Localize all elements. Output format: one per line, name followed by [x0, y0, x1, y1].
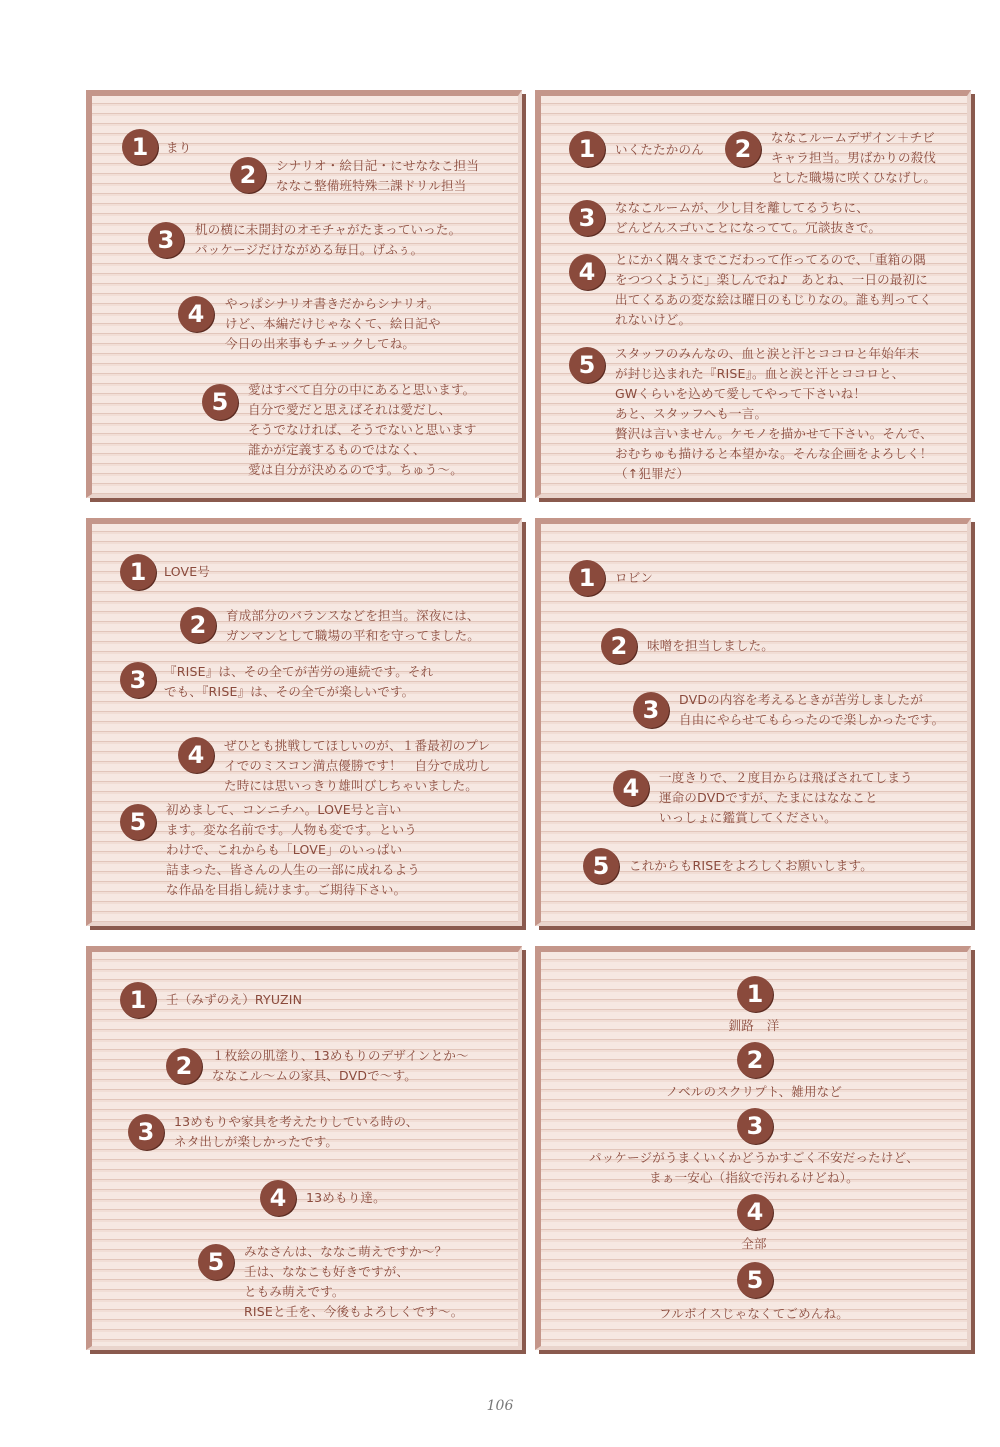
- answer-3: 机の横に未開封のオモチャがたまっていった。 パッケージだけながめる毎日。げふぅ。: [195, 222, 462, 257]
- answer-2: 育成部分のバランスなどを担当。深夜には、 ガンマンとして職場の平和を守ってました。: [226, 608, 481, 643]
- number-badge-2: 2: [180, 607, 216, 643]
- number-badge-3: 3: [737, 1108, 773, 1144]
- answer-1: まり: [166, 140, 192, 155]
- number-badge-4: 4: [737, 1194, 773, 1230]
- answer-2: ななこルームデザイン＋チビ キャラ担当。男ばかりの殺伐 とした職場に咲くひなげし。: [771, 130, 937, 185]
- answer-3: ななこルームが、少し目を離してるうちに、 どんどんスゴいことになってて。冗談抜きで。: [615, 200, 882, 235]
- number-badge-1: 1: [120, 554, 156, 590]
- answer-5: 初めまして、コンニチハ。LOVE号と言い ます。変な名前です。人物も変です。という わけで、これからも「LOVE」のいっぱい 詰まった、皆さんの人生の一部に成れるよう な作品を目指し続けます。ご期待下さい。: [166, 802, 421, 897]
- answer-4: 全部: [741, 1236, 767, 1251]
- number-badge-4: 4: [260, 1180, 296, 1216]
- number-badge-1: 1: [569, 560, 605, 596]
- number-badge-2: 2: [737, 1042, 773, 1078]
- answer-2: シナリオ・絵日記・にせななこ担当 ななこ整備班特殊二課ドリル担当: [276, 158, 480, 193]
- number-badge-5: 5: [583, 848, 619, 884]
- answer-4: やっぱシナリオ書きだからシナリオ。 けど、本編だけじゃなくて、絵日記や 今日の出来事もチェックしてね。: [225, 296, 441, 351]
- number-badge-4: 4: [613, 770, 649, 806]
- number-badge-2: 2: [725, 131, 761, 167]
- number-badge-4: 4: [569, 254, 605, 290]
- interview-panel-maru: [86, 90, 522, 498]
- number-badge-1: 1: [569, 131, 605, 167]
- answer-4: 一度きりで、２度目からは飛ばされてしまう 運命のDVDですが、たまにはななこと いっしょに鑑賞してください。: [659, 770, 913, 825]
- answer-3: パッケージがうまくいくかどうかすごく不安だったけど、 まぁ一安心（指紋で汚れるけどね）。: [589, 1150, 919, 1185]
- interview-panel-kushiro: [535, 946, 971, 1350]
- answer-4: 13めもり達。: [306, 1190, 386, 1205]
- number-badge-4: 4: [178, 296, 214, 332]
- number-badge-3: 3: [148, 222, 184, 258]
- number-badge-3: 3: [128, 1114, 164, 1150]
- number-badge-3: 3: [120, 662, 156, 698]
- page-number: 106: [486, 1398, 514, 1414]
- answer-5: みなさんは、ななこ萌えですか〜？ 壬は、ななこも好きですが、 ともみ萌えです。 RISEと壬を、今後もよろしくです〜。: [244, 1244, 464, 1319]
- answer-1: LOVE号: [164, 564, 211, 579]
- answer-4: ぜひとも挑戦してほしいのが、１番最初のプレ イでのミスコン満点優勝です！ 自分で成功し た時には思いっきり雄叫びしちゃいました。: [224, 738, 491, 793]
- answer-3: 13めもりや家具を考えたりしている時の、 ネタ出しが楽しかったです。: [174, 1114, 419, 1149]
- number-badge-1: 1: [122, 129, 158, 165]
- answer-2: ノベルのスクリプト、雑用など: [665, 1084, 843, 1099]
- number-badge-1: 1: [120, 982, 156, 1018]
- number-badge-5: 5: [198, 1244, 234, 1280]
- answer-4: とにかく隅々までこだわって作ってるので、「重箱の隅 をつつくように」楽しんでね♪ あとね、一日の最初に 出てくるあの変な絵は曜日のもじりなの。誰も判ってく れないけど。: [615, 252, 933, 327]
- answer-1: いくたたかのん: [615, 142, 704, 157]
- answer-3: 『RISE』は、その全てが苦労の連続です。それ でも、『RISE』は、その全てが楽しいです。: [164, 664, 434, 699]
- answer-1: 釧路 洋: [728, 1018, 780, 1033]
- number-badge-3: 3: [569, 200, 605, 236]
- number-badge-5: 5: [120, 804, 156, 840]
- number-badge-2: 2: [230, 157, 266, 193]
- interview-panel-ikutata: [535, 90, 971, 498]
- number-badge-3: 3: [633, 692, 669, 728]
- number-badge-5: 5: [202, 384, 238, 420]
- interview-panel-love-go: [86, 518, 522, 926]
- answer-2: １枚絵の肌塗り、13めもりのデザインとか〜 ななこル〜ムの家具、DVDで〜す。: [212, 1048, 469, 1083]
- number-badge-4: 4: [178, 737, 214, 773]
- number-badge-1: 1: [737, 976, 773, 1012]
- answer-1: 壬（みずのえ）RYUZIN: [166, 992, 303, 1007]
- answer-5: フルボイスじゃなくてごめんね。: [659, 1306, 849, 1321]
- answer-2: 味噌を担当しました。: [647, 638, 775, 653]
- number-badge-2: 2: [601, 628, 637, 664]
- answer-3: DVDの内容を考えるときが苦労しましたが 自由にやらせてもらったので楽しかったです。: [679, 692, 945, 727]
- interview-panel-robin: [535, 518, 971, 926]
- number-badge-2: 2: [166, 1048, 202, 1084]
- number-badge-5: 5: [569, 347, 605, 383]
- answer-5: スタッフのみんなの、血と涙と汗とココロと年始年末 が封じ込まれた『RISE』。血と涙と汗とココロと、 GWくらいを込めて愛してやって下さいね！ あと、スタッフへも一言。 贅沢は言いません。ケモノを描かせて下さい。そんで、 おむちゅも描けると本望かな。そんな企画をよろしく！ （↑犯罪だ）: [615, 346, 933, 481]
- answer-5: これからもRISEをよろしくお願いします。: [629, 858, 873, 873]
- answer-5: 愛はすべて自分の中にあると思います。 自分で愛だと思えばそれは愛だし、 そうでなければ、そうでないと思います 誰かが定義するものではなく、 愛は自分が決めるのです。ちゅう〜。: [248, 382, 477, 477]
- interview-panel-ryuzin: [86, 946, 522, 1350]
- answer-1: ロビン: [615, 570, 654, 585]
- number-badge-5: 5: [737, 1262, 773, 1298]
